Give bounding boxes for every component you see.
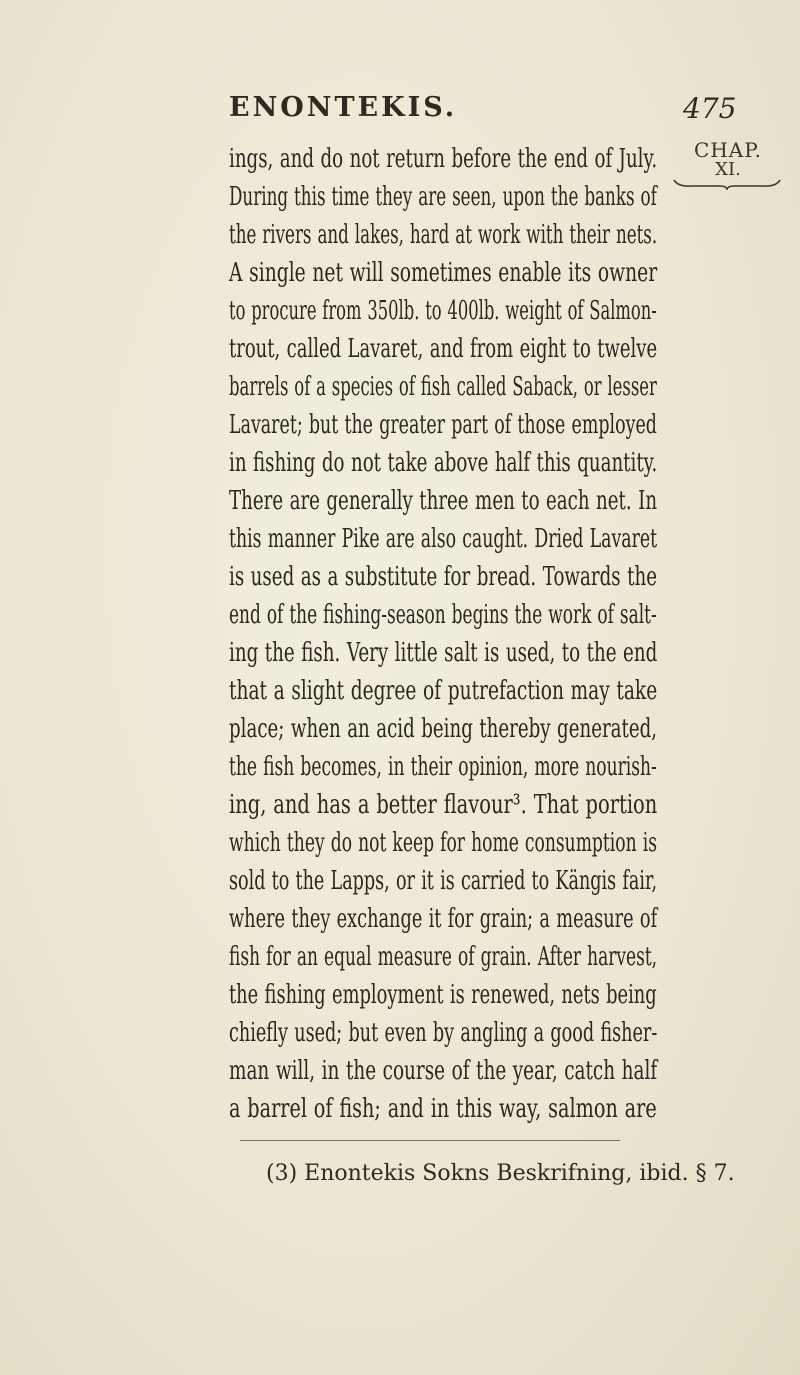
margin-note — [680, 140, 776, 180]
footnote-divider — [240, 1140, 620, 1141]
text-line: to procure from 350lb. to 400lb. weight of Salmon- — [229, 295, 657, 326]
text-line: which they do not keep for home consumption is — [229, 827, 657, 858]
chapter-label: CHAP. — [694, 138, 762, 162]
text-line: is used as a substitute for bread. Towards the — [229, 561, 657, 592]
text-line: sold to the Lapps, or it is carried to Kängis fair, — [229, 865, 658, 896]
text-line: ing, and has a better flavour³. That portion — [229, 789, 658, 820]
text-line: this manner Pike are also caught. Dried Lavaret — [229, 523, 658, 554]
text-line: the fishing employment is renewed, nets being — [229, 979, 657, 1010]
footnote: (3) Enontekis Sokns Beskrifning, ibid. § 7. — [266, 1161, 735, 1186]
text-line: fish for an equal measure of grain. After harvest, — [229, 941, 658, 972]
text-line: the rivers and lakes, hard at work with their nets. — [229, 219, 658, 250]
text-line: that a slight degree of putrefaction may take — [229, 675, 658, 706]
text-line: where they exchange it for grain; a measure of — [229, 903, 658, 934]
text-line: place; when an acid being thereby generated, — [229, 713, 658, 744]
text-line: barrels of a species of fish called Saback, or lesser — [229, 371, 657, 402]
text-line: ing the fish. Very little salt is used, to the end — [229, 637, 658, 668]
page-number: 475 — [683, 92, 737, 125]
text-line: During this time they are seen, upon the banks of — [229, 181, 657, 212]
text-line: There are generally three men to each net. In — [229, 485, 658, 516]
text-line: A single net will sometimes enable its owner — [229, 257, 658, 288]
text-line: a barrel of fish; and in this way, salmon are — [229, 1093, 657, 1124]
running-head: ENONTEKIS. — [229, 92, 458, 123]
text-line: man will, in the course of the year, catch half — [229, 1055, 658, 1086]
text-line: end of the fishing-season begins the work of salt- — [229, 599, 657, 630]
text-line: in fishing do not take above half this quantity. — [229, 447, 658, 478]
text-line: chiefly used; but even by angling a good fisher- — [229, 1017, 658, 1048]
text-line: Lavaret; but the greater part of those employed — [229, 409, 657, 440]
text-line: trout, called Lavaret, and from eight to twelve — [229, 333, 658, 364]
text-line: the fish becomes, in their opinion, more nourish- — [229, 751, 657, 782]
text-line: ings, and do not return before the end of July. — [229, 143, 658, 174]
chapter-number: XI. — [715, 159, 741, 180]
margin-brace-icon — [672, 178, 782, 190]
